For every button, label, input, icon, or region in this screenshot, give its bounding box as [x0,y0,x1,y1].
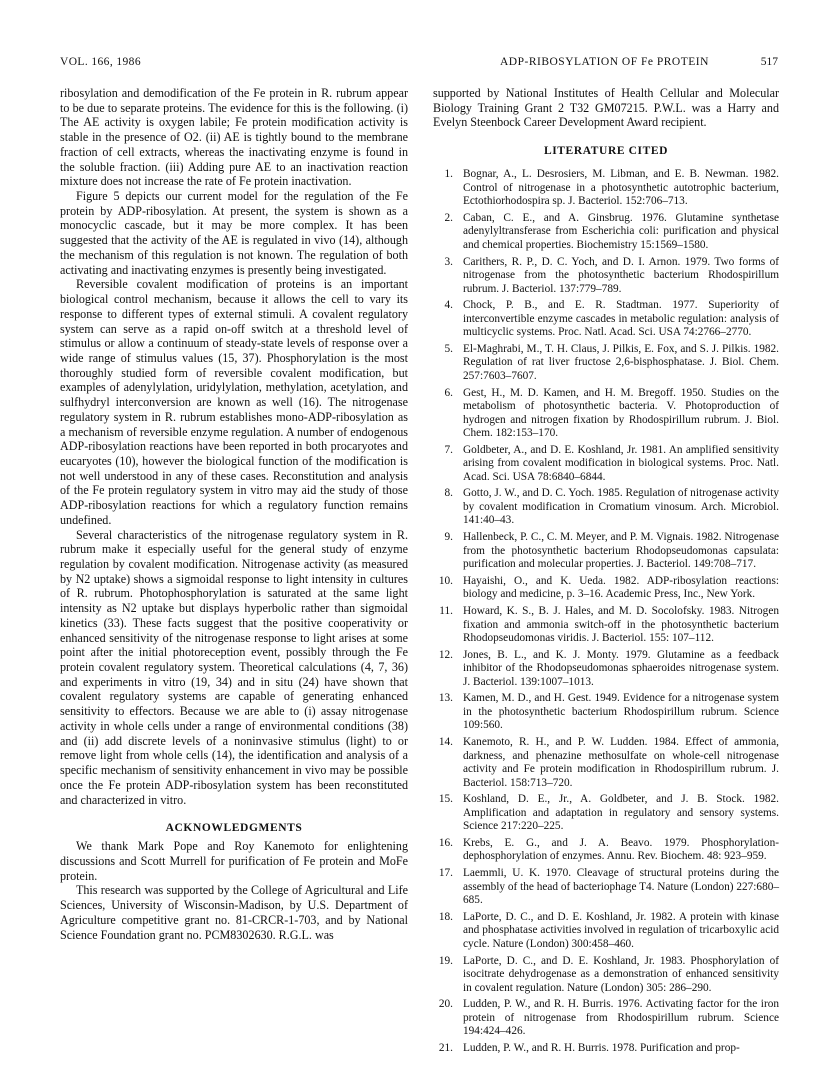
reference-text: LaPorte, D. C., and D. E. Koshland, Jr. 1982. A protein with kinase and phosphatase activities involved in regulation of tricarboxylic acid cycle. Nature (London) 300:458–460. [463,910,779,950]
reference-text: Goldbeter, A., and D. E. Koshland, Jr. 1981. An amplified sensitivity arising from covalent modification in biological systems. Proc. Natl. Acad. Sci. USA 78:6840–6844. [463,443,779,483]
reference-number: 5. [444,342,453,355]
reference-text: Bognar, A., L. Desrosiers, M. Libman, and E. B. Newman. 1982. Control of nitrogenase in a photosynthetic autotrophic bacterium, Ectothiorhodospira sp. J. Bacteriol. 152:706–713. [463,168,779,208]
reference-number: 9. [444,531,453,544]
reference-item [433,444,779,485]
reference-number: 11. [439,605,453,618]
literature-cited-heading: LITERATURE CITED [543,145,669,158]
reference-item [433,575,779,602]
reference-text: Ludden, P. W., and R. H. Burris. 1978. Purification and prop- [463,1041,740,1054]
reference-text: Carithers, R. P., D. C. Yoch, and D. I. Arnon. 1979. Two forms of nitrogenase from the photosynthetic bacterium Rhodospirillum rubrum. J. Bacteriol. 137:779–789. [463,255,779,295]
acknowledgment-paragraph: We thank Mark Pope and Roy Kanemoto for enlightening discussions and Scott Murrell for purification of Fe protein and MoFe protein. [60,839,408,883]
right-column [433,86,779,1059]
reference-text: Kanemoto, R. H., and P. W. Ludden. 1984. Effect of ammonia, darkness, and phenazine methosulfate on whole-cell nitrogenase activity and Fe protein modification in Rhodospirillum rubrum. J. Bacteriol. 158:713–720. [463,736,779,789]
reference-text: LaPorte, D. C., and D. E. Koshland, Jr. 1983. Phosphorylation of isocitrate dehydrogenase as a demonstration of enhanced sensitivity in covalent regulation. Nature (London) 305: 286–290. [463,954,779,994]
reference-list [433,168,779,1055]
acknowledgment-paragraph: This research was supported by the College of Agricultural and Life Sciences, University of Wisconsin-Madison, by U.S. Department of Agriculture competitive grant no. 81-CRCR-1-703, and by National Science Foundation grant no. PCM8302630. R.G.L. was [60,883,408,942]
body-paragraph: ribosylation and demodification of the Fe protein in R. rubrum appear to be due to separate proteins. The evidence for this is the following. (i) The AE activity is oxygen labile; Fe protein modification activity is stable in the presence of O2. (ii) AE is tightly bound to the membrane fraction of cell extracts, whereas the inactivating enzyme is found in the soluble fraction. (iii) Adding pure AE to an inactivation reaction mixture does not increase the rate of Fe protein inactivation. [60,86,408,189]
reference-number: 21. [438,1041,453,1054]
reference-item [433,649,779,690]
reference-item [433,911,779,952]
reference-text: Ludden, P. W., and R. H. Burris. 1976. Activating factor for the iron protein of nitrogenase from Rhodospirillum rubrum. Science 194:424–426. [463,998,779,1038]
reference-item [433,692,779,733]
reference-item [433,531,779,572]
reference-text: Laemmli, U. K. 1970. Cleavage of structural proteins during the assembly of the head of bacteriophage T4. Nature (London) 227:680–685. [463,867,780,907]
reference-text: Gest, H., M. D. Kamen, and H. M. Bregoff. 1950. Studies on the metabolism of photosynthetic bacteria. V. Photoproduction of hydrogen and nitrogen fixation by Rhodospirillum rubrum. J. Biol. Chem. 182:153–170. [463,386,779,440]
reference-text: Kamen, M. D., and H. Gest. 1949. Evidence for a nitrogenase system in the photosynthetic bacterium Rhodospirillum rubrum. Science 109:560. [463,692,779,732]
reference-item [433,343,779,384]
reference-item [433,487,779,528]
reference-text: Hallenbeck, P. C., C. M. Meyer, and P. M. Vignais. 1982. Nitrogenase from the photosynthetic bacterium Rhodopseudomonas capsulata: purification and molecular properties. J. Bacteriol. 149:708–717. [463,531,779,571]
reference-number: 14. [438,736,453,749]
reference-text: Chock, P. B., and E. R. Stadtman. 1977. Superiority of interconvertible enzyme cascades in metabolic regulation: analysis of multicyclic systems. Proc. Natl. Acad. Sci. USA 74:2766–2770. [463,299,779,339]
reference-number: 17. [438,867,453,880]
acknowledgments-heading: ACKNOWLEDGMENTS [165,822,303,835]
funding-continuation: supported by National Institutes of Health Cellular and Molecular Biology Training Grant 2 T32 GM07215. P.W.L. was a Harry and Evelyn Steenbock Career Development Award recipient. [433,86,779,130]
reference-number: 4. [444,299,453,312]
reference-number: 19. [438,954,453,967]
reference-text: Gotto, J. W., and D. C. Yoch. 1985. Regulation of nitrogenase activity by covalent modification in Cromatium vinosum. Arch. Microbiol. 141:40–43. [463,487,779,527]
body-paragraph: Several characteristics of the nitrogenase regulatory system in R. rubrum make it especially useful for the general study of enzyme regulation by covalent modification. Nitrogenase activity (as measured by N2 uptake) shows a sigmoidal response to light intensity in cultures of R. rubrum. Photophosphorylation is saturated at the same light intensity as N2 uptake but displays hyperbolic rather than sigmoidal kinetics (33). These facts suggest that the positive cooperativity or enhanced sensitivity of the nitrogenase response to light arises at some point after the initial photoreception event, possibly through the Fe protein covalent regulatory system. Theoretical calculations (4, 7, 36) and experiments in vitro (19, 34) and in situ (24) have shown that covalent regulatory systems are capable of generating enhanced sensitivity to effectors. Because we are able to (i) assay nitrogenase activity in whole cells under a range of environmental conditions (38) and (ii) add discrete levels of a noninvasive stimulus (light) to or remove light from whole cells (14), the identification and analysis of a specific mechanism of sensitivity enhancement in vivo may be possible once the Fe protein ADP-ribosylation system has been reconstituted and characterized in vitro. [60,527,408,807]
reference-item [433,212,779,253]
reference-number: 2. [444,211,453,224]
running-header [60,56,778,72]
reference-item [433,605,779,646]
body-paragraph: Figure 5 depicts our current model for the regulation of the Fe protein by ADP-ribosylation. At present, the system is shown as a monocyclic cascade, but it may be more complex. It has been suggested that the activity of the AE is regulated in vivo (14), although the mechanism of this regulation is not known. The regulation of both activating and inactivating enzymes is presently being investigated. [60,189,408,277]
reference-text: Howard, K. S., B. J. Hales, and M. D. Socolofsky. 1983. Nitrogen fixation and ammonia switch-off in the photosynthetic bacterium Rhodopseudomonas viridis. J. Bacteriol. 155: 107–112. [463,605,779,645]
reference-number: 10. [438,574,453,587]
reference-item [433,867,779,908]
reference-number: 16. [438,836,453,849]
body-paragraph: Reversible covalent modification of proteins is an important biological control mechanism, because it allows the cell to vary its response to different types of external stimuli. A covalent regulatory system can serve as a rapid on-off switch at a threshold level of stimulus or allow a continuum of steady-state levels of response over a wide range of stimulus values (15, 37). Phosphorylation is the most thoroughly studied form of reversible covalent modification, but examples of adenylylation, uridylylation, methylation, acetylation, and sulfhydryl interconversion are known as well (16). The nitrogenase regulatory system in R. rubrum establishes mono-ADP-ribosylation as a mechanism of reversible enzyme regulation. A number of endogenous ADP-ribosylation reactions have been reported in both procaryotes and eucaryotes (10), however the biological function of the modification is not well understood in any of these cases. Reconstitution and analysis of the Fe protein regulatory system in vitro may aid the study of those ADP-ribosylation reactions for which a regulatory function remains undefined. [60,277,408,527]
reference-item [433,955,779,996]
reference-item [433,793,779,834]
reference-text: Caban, C. E., and A. Ginsbrug. 1976. Glutamine synthetase adenylyltransferase from Escherichia coli: purification and physical and chemical properties. Biochemistry 15:1569–1580. [463,211,779,251]
reference-text: Krebs, E. G., and J. A. Beavo. 1979. Phosphorylation-dephosphorylation of enzymes. Annu. Rev. Biochem. 48: 923–959. [463,836,779,863]
reference-item [433,998,779,1039]
reference-number: 7. [444,443,453,456]
reference-number: 20. [438,998,453,1011]
reference-number: 15. [438,793,453,806]
reference-number: 1. [444,168,453,181]
reference-number: 3. [444,255,453,268]
reference-text: Hayaishi, O., and K. Ueda. 1982. ADP-ribosylation reactions: biology and medicine, p. 3–16. Academic Press, Inc., New York. [463,574,779,601]
reference-item [433,299,779,340]
journal-volume: VOL. 166, 1986 [60,56,141,68]
running-title: ADP-RIBOSYLATION OF Fe PROTEIN [500,56,709,68]
reference-number: 18. [438,910,453,923]
reference-item [433,256,779,297]
reference-number: 13. [438,692,453,705]
reference-item [433,736,779,790]
reference-item [433,168,779,209]
reference-number: 6. [444,386,453,399]
left-column [60,86,408,942]
reference-item [433,387,779,441]
page-number: 517 [760,56,778,68]
reference-text: Koshland, D. E., Jr., A. Goldbeter, and J. B. Stock. 1982. Amplification and adaptation in regulatory and sensory systems. Science 217:220–225. [463,793,779,833]
reference-item [433,837,779,864]
reference-text: El-Maghrabi, M., T. H. Claus, J. Pilkis, E. Fox, and S. J. Pilkis. 1982. Regulation of rat liver fructose 2,6-bisphosphatase. J. Biol. Chem. 257:7603–7607. [463,342,779,382]
reference-number: 12. [438,648,453,661]
reference-text: Jones, B. L., and K. J. Monty. 1979. Glutamine as a feedback inhibitor of the Rhodopseudomonas sphaeroides nitrogenase system. J. Bacteriol. 139:1007–1013. [463,648,779,688]
reference-item [433,1042,779,1056]
reference-number: 8. [444,487,453,500]
